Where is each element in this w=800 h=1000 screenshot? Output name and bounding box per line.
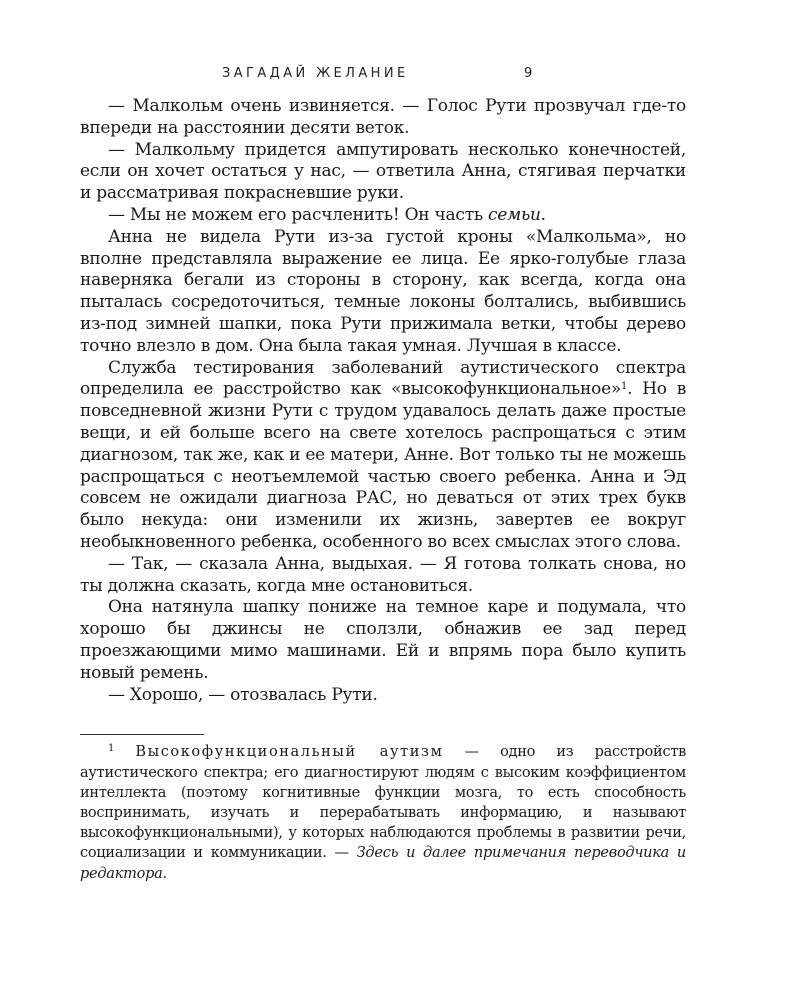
footnote-text: — одно из расстройств аутистического спектра; его диагностируют людям с высоким коэффициентом интеллекта (поэтому когнитивные функции мозга, то есть способность воспринимать, изучать и перерабатывать информацию, и называют высокофункциональными), у которых наблюдаются проблемы в развитии речи, социализации и коммуникации. — (80, 744, 686, 862)
paragraph-5-text: Служба тестирования заболеваний аутистического спектра определила ее расстройство как «высокофункциональное» (80, 357, 686, 400)
footnote (80, 742, 686, 883)
book-page (80, 62, 686, 898)
paragraph-5 (80, 358, 686, 554)
paragraph-1: — Малкольм очень извиняется. — Голос Рути прозвучал где-то впереди на расстоянии десяти веток. (80, 96, 686, 138)
running-head (80, 62, 686, 84)
paragraph-4: Анна не видела Рути из-за густой кроны «Малкольма», но вполне представляла выражение ее лица. Ее ярко-голубые глаза наверняка бегали из стороны в сторону, как всегда, когда она пыталась сосредоточиться, темные локоны болтались, выбившись из-под зимней шапки, пока Рути прижимала ветки, чтобы дерево точно влезло в дом. Она была такая умная. Лучшая в классе. (80, 226, 686, 356)
footnote-marker: 1 (108, 743, 115, 755)
page-number: 9 (524, 66, 536, 81)
paragraph-8: — Хорошо, — отозвалась Рути. (108, 684, 378, 705)
footnote-divider (80, 734, 204, 735)
paragraph-3 (80, 205, 686, 227)
paragraph-3-text: — Мы не можем его расчленить! Он часть (108, 204, 489, 225)
paragraph-5-rest: . Но в повседневной жизни Рути с трудом удавалось делать даже простые вещи, и ей больше всего на свете хотелось распрощаться с этим диагнозом, так же, как и ее матери, Анне. Вот только ты не можешь распрощаться с неотъемлемой частью своего ребенка. Анна и Эд совсем не ожидали диагноза РАС, но деваться от этих трех букв было некуда: они изменили их жизнь, завертев ее вокруг необыкновенного ребенка, особенного во всех смыслах этого слова. (80, 379, 687, 552)
running-head-title: ЗАГАДАЙ ЖЕЛАНИЕ (222, 66, 409, 81)
footnote-term: Высокофункциональный аутизм (135, 744, 444, 761)
footnote-reference[interactable]: 1 (621, 381, 628, 393)
footnote-credit: Здесь и далее примечания переводчика и редактора. (80, 845, 686, 882)
emphasis-family: семьи (488, 204, 541, 225)
paragraph-3-end: . (540, 204, 546, 225)
paragraph-6: — Так, — сказала Анна, выдыхая. — Я готова толкать снова, но ты должна сказать, когда мне остановиться. (80, 553, 686, 596)
paragraph-2: — Малкольму придется ампутировать несколько конечностей, если он хочет остаться у нас, — ответила Анна, стягивая перчатки и рассматривая покрасневшие руки. (80, 139, 686, 204)
body-text (80, 96, 686, 706)
paragraph-7: Она натянула шапку пониже на темное каре и подумала, что хорошо бы джинсы не сползли, обнажив ее зад перед проезжающими мимо машинами. Ей и впрямь пора было купить новый ремень. (80, 597, 686, 683)
